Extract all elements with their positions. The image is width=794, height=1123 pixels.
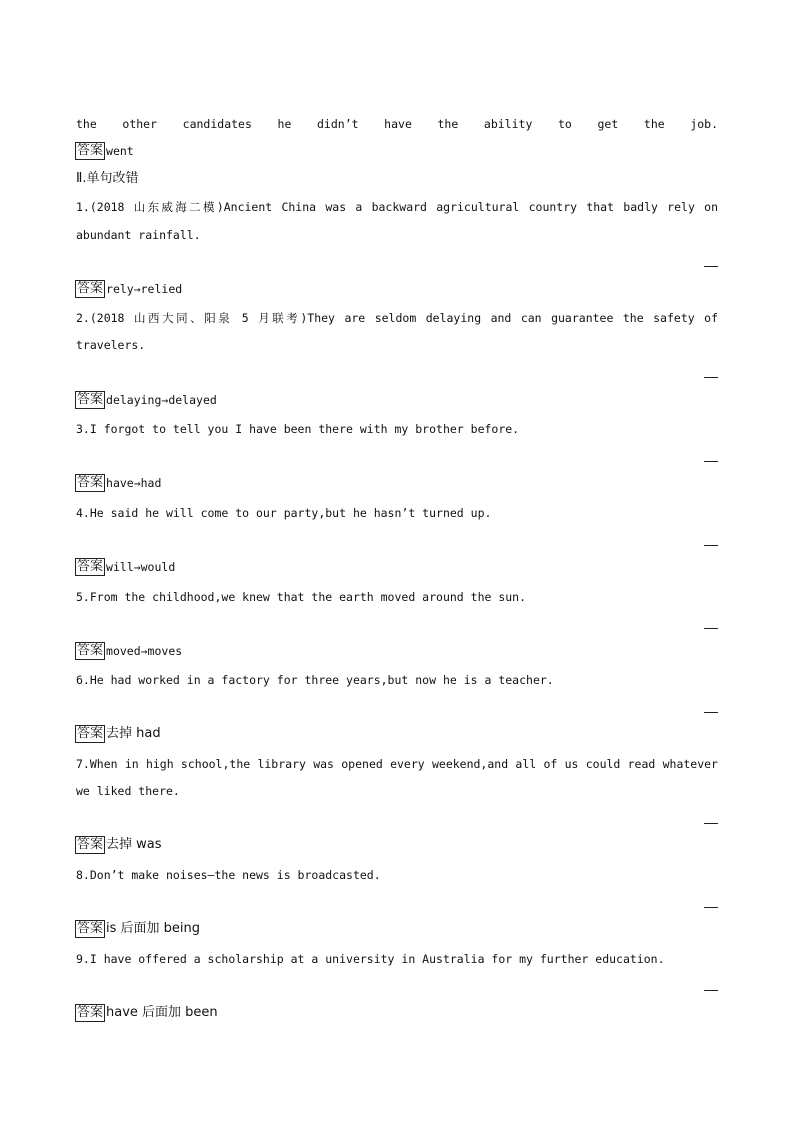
answer-label: 答案 [77, 392, 104, 407]
question-line: 3.I forgot to tell you I have been there with my brother before. [76, 422, 520, 436]
answer-label: 答案 [77, 837, 104, 852]
answer-blank [704, 990, 718, 991]
question-line: travelers. [76, 338, 146, 352]
answer-label: 答案 [77, 281, 104, 296]
answer-blank [704, 823, 718, 824]
answer-blank [704, 266, 718, 267]
answer-label: 答案 [77, 1005, 104, 1020]
answer-row [75, 474, 161, 492]
answer-label: 答案 [77, 643, 104, 658]
answer-text: went [106, 144, 134, 158]
section-title: Ⅱ.单句改错 [76, 171, 139, 186]
answer-text: will→would [106, 560, 176, 574]
answer-blank [704, 907, 718, 908]
question-line: 2.(2018 山西大同、阳泉 5 月联考)They are seldom delaying and can guarantee the safety of [76, 311, 718, 325]
answer-row [75, 558, 175, 576]
answer-blank [704, 628, 718, 629]
answer-row [75, 920, 200, 938]
answer-text: rely→relied [106, 282, 183, 296]
question-line: 4.He said he will come to our party,but he hasn’t turned up. [76, 506, 492, 520]
answer-label: 答案 [77, 475, 104, 490]
text-line: the other candidates he didn’t have the ability to get the job. [76, 117, 718, 131]
question-line: 9.I have offered a scholarship at a university in Australia for my further education. [76, 952, 665, 966]
answer-text: is 后面加 being [106, 921, 201, 936]
answer-label: 答案 [77, 559, 104, 574]
answer-row [75, 725, 161, 743]
question-line: abundant rainfall. [76, 228, 201, 242]
answer-text: have→had [106, 476, 162, 490]
answer-text: 去掉 was [106, 837, 162, 852]
question-line: 1.(2018 山东威海二模)Ancient China was a backward agricultural country that badly rely on [76, 200, 718, 214]
question-line: 5.From the childhood,we knew that the earth moved around the sun. [76, 590, 527, 604]
answer-row [75, 391, 217, 409]
answer-row [75, 642, 182, 660]
question-line: 7.When in high school,the library was opened every weekend,and all of us could read whatever [76, 757, 718, 771]
answer-blank [704, 545, 718, 546]
answer-text: 去掉 had [106, 726, 161, 741]
question-line: we liked there. [76, 784, 180, 798]
answer-label: 答案 [77, 921, 104, 936]
answer-blank [704, 461, 718, 462]
answer-blank [704, 712, 718, 713]
answer-text: moved→moves [106, 644, 183, 658]
answer-text: delaying→delayed [106, 393, 217, 407]
question-line: 6.He had worked in a factory for three years,but now he is a teacher. [76, 673, 554, 687]
answer-text: have 后面加 been [106, 1005, 218, 1020]
answer-row [75, 280, 182, 298]
answer-label: 答案 [77, 726, 104, 741]
question-line: 8.Don’t make noises—the news is broadcasted. [76, 868, 381, 882]
answer-row [75, 836, 162, 854]
answer-row [75, 1004, 218, 1022]
answer-blank [704, 377, 718, 378]
answer-label: 答案 [77, 143, 104, 158]
answer-row [75, 142, 134, 160]
